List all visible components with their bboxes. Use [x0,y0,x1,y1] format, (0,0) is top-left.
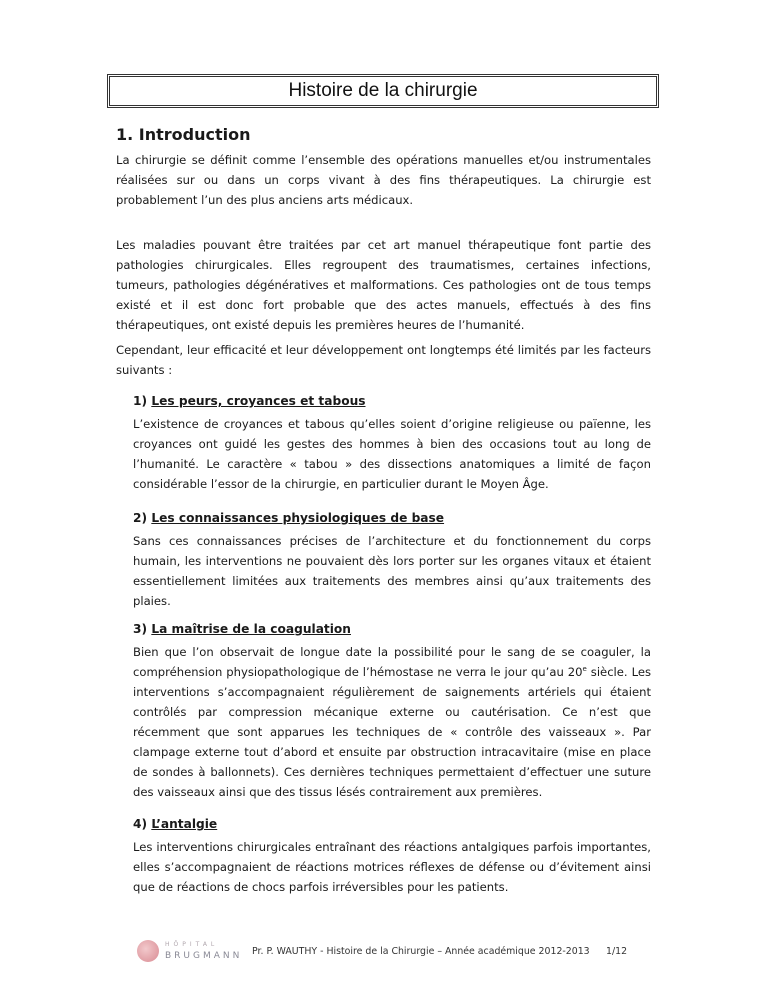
subsection-text-2: Sans ces connaissances précises de l’architecture et du fonctionnement du corps humain, les interventions ne pouvaient dès lors porter sur les organes vitaux et étaient essentiellement limitées aux traitements des membres ainsi qu’aux traitements des plaies. [133,534,651,608]
subsection-heading-4 [133,817,217,831]
logo-bottom-text: BRUGMANN [165,951,243,961]
section-number: 1. [116,125,134,144]
subsection-heading-1 [133,394,366,408]
subsection-number: 1) [133,394,148,408]
page-number: 1/12 [606,946,628,957]
footer-text: Pr. P. WAUTHY - Histoire de la Chirurgie – Année académique 2012-2013 [252,946,590,957]
document-title-box [107,74,659,108]
section-heading [116,125,251,144]
subsection-heading-3 [133,622,351,636]
logo-top-text: HÔPITAL [165,941,219,948]
subsection-number: 3) [133,622,148,636]
intro-paragraph-3: Cependant, leur efficacité et leur développement ont longtemps été limités par les facteurs suivants : [116,343,651,377]
subsection-text-4: Les interventions chirurgicales entraînant des réactions antalgiques parfois importantes, elles s’accompagnaient de réactions motrices réflexes de défense ou d’évitement ainsi que de réactions de chocs parfois irréversibles pour les patients. [133,840,651,894]
intro-paragraph-2: Les maladies pouvant être traitées par cet art manuel thérapeutique font partie des pathologies chirurgicales. Elles regroupent des traumatismes, certaines infections, tumeurs, pathologies dégénératives et malformations. Ces pathologies ont de tous temps existé et il est donc fort probable que des actes manuels, effectués à des fins thérapeutiques, ont existé depuis les premières heures de l’humanité. [116,238,651,332]
subsection-title: L’antalgie [151,817,218,831]
document-title: Histoire de la chirurgie [288,80,478,101]
logo-emblem-icon [137,940,159,962]
subsection-number: 4) [133,817,148,831]
hospital-logo [137,938,247,968]
page-footer [0,938,768,968]
subsection-text-1: L’existence de croyances et tabous qu’elles soient d’origine religieuse ou païenne, les croyances ont guidé les gestes des hommes à bien des occasions tout au long de l’humanité. Le caractère « tabou » des dissections anatomiques a limité de façon considérable l’essor de la chirurgie, en particulier durant le Moyen Âge. [133,417,651,491]
subsection-number: 2) [133,511,148,525]
subsection-title: La maîtrise de la coagulation [151,622,351,636]
subsection-title: Les peurs, croyances et tabous [151,394,366,408]
subsection-heading-2 [133,511,444,525]
section-title: Introduction [138,125,251,144]
subsection-text-3: Bien que l’on observait de longue date la possibilité pour le sang de se coaguler, la compréhension physiopathologique de l’hémostase ne verra le jour qu’au 20e siècle. Les interventions s’accompagnaient régulièrement de saignements artériels qui étaient contrôlés par compression mécanique externe ou cautérisation. Ce n’est que récemment que sont apparues les techniques de « contrôle des vaisseaux ». Par clampage externe tout d’abord et ensuite par obstruction intracavitaire (mise en place de sondes à ballonnets). Ces dernières techniques permettaient d’effectuer une suture des vaisseaux ainsi que des tissus lésés contrairement aux premières. [133,645,651,799]
intro-paragraph-1: La chirurgie se définit comme l’ensemble des opérations manuelles et/ou instrumentales réalisées sur ou dans un corps vivant à des fins thérapeutiques. La chirurgie est probablement l’un des plus anciens arts médicaux. [116,153,651,207]
subsection-title: Les connaissances physiologiques de base [151,511,445,525]
